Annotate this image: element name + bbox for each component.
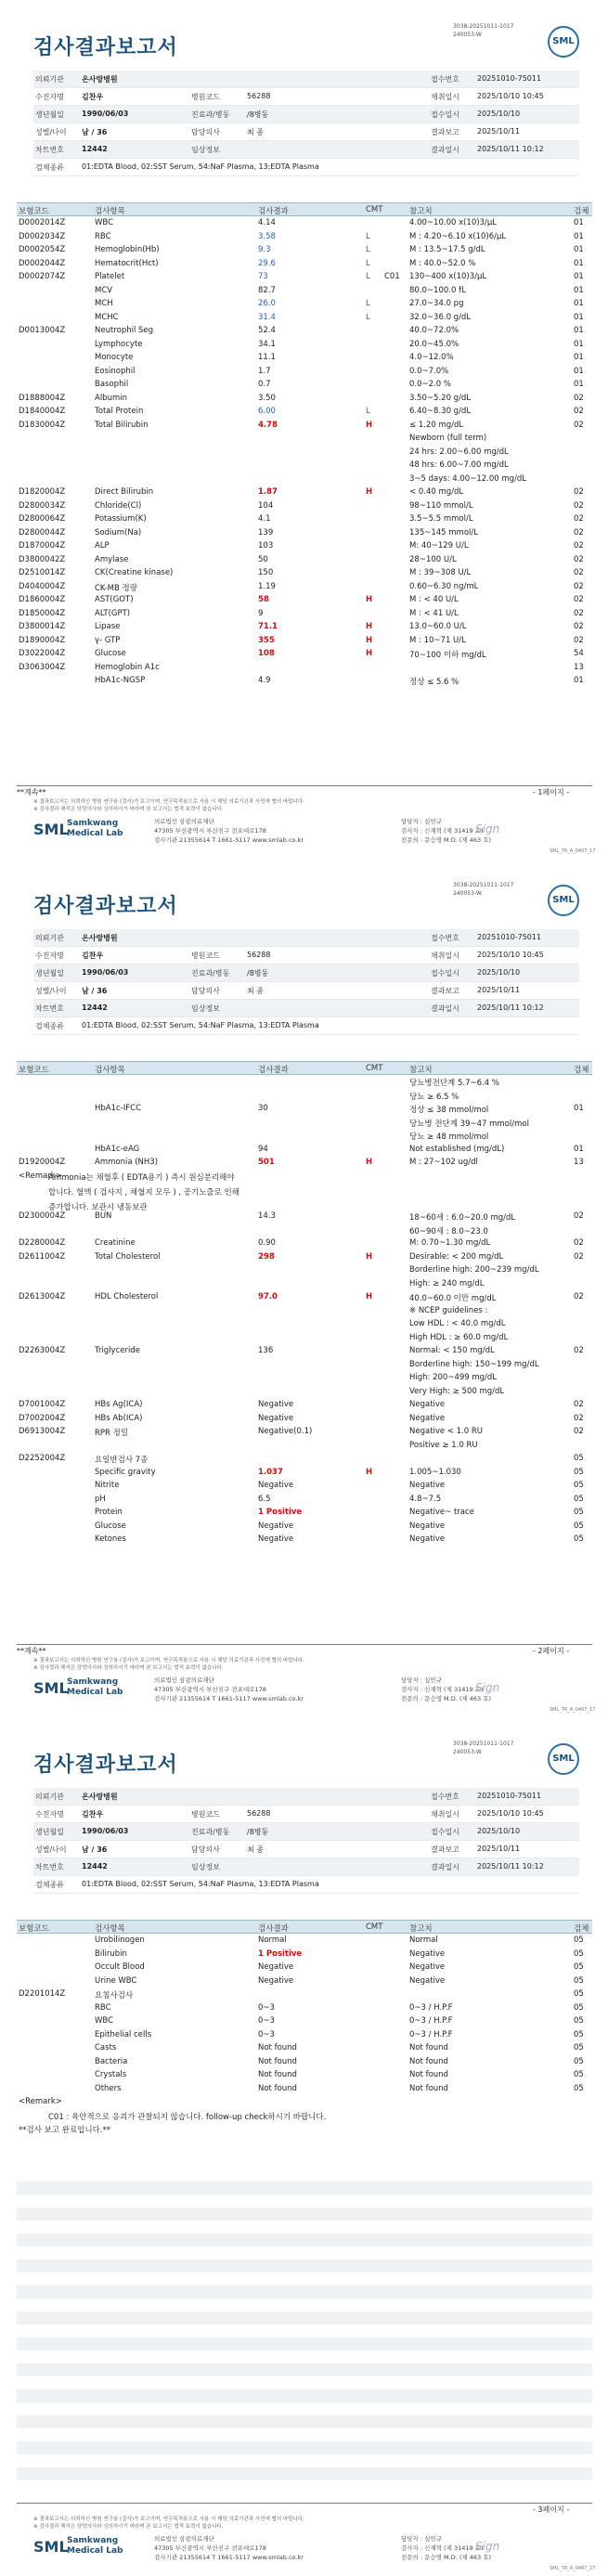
hospital-name: 온사랑병원: [82, 1793, 118, 1801]
table-row: D1820004Z Direct Bilirubin 1.87 H < 0.40 mg/dL 02: [19, 487, 584, 497]
result-value: 3.50: [258, 393, 276, 403]
table-header: 보험코드 검사항목 검사결과 CMT 참고치 검체: [17, 1061, 592, 1075]
result-value: 58: [258, 595, 269, 604]
result-value: 11.1: [258, 353, 276, 362]
result-value: 1.037: [258, 1467, 283, 1477]
table-row: D1850004Z ALT(GPT) 9 M : < 41 U/L 02: [19, 608, 584, 618]
table-row: 24 hrs: 2.00~6.00 mg/dL: [409, 447, 509, 457]
samkwang-logo: SML Samkwang Medical Lab: [33, 819, 123, 838]
table-row: D0002054Z Hemoglobin(Hb) 9.3 L M : 13.5~17.5 g/dL 01: [19, 245, 584, 254]
result-value: 108: [258, 649, 275, 658]
result-flag: H: [366, 1467, 373, 1477]
table-row: Basophil 0.7 0.0~2.0 % 01: [95, 380, 584, 389]
footer: SML Samkwang Medical Lab 의료법인 삼광의료재단 47305 부산광역시 부산진구 전포대로178 검사기관 21355614 T 1661-5117 www.smlab.co.kr 담당자 : 심민규 검사자 : 신재혁 (제 31419 호) 전문의 : 문승명 M.D. (제 463 호) Sign SML_TR_A_0407_17: [33, 2535, 596, 2571]
result-value: 104: [258, 500, 274, 511]
result-value: Negative: [258, 1521, 294, 1531]
table-row: D2252004Z 요일반검사 7종 05: [19, 1454, 584, 1465]
result-value: 94: [258, 1144, 268, 1154]
result-value: 4.78: [258, 420, 278, 430]
table-row: ※ NCEP guidelines :: [409, 1305, 488, 1315]
report-page-2: [0, 859, 608, 1717]
table-row: D2613004Z HDL Cholesterol 97.0 H 40.0~60.0 이만 mg/dL 02: [19, 1292, 584, 1303]
table-row: RBC 0~3 0~3 / H.P.F 05: [95, 2002, 584, 2013]
disclaimer: ※ 결과보고서는 의뢰하신 병원 연구용 (검사)가 보고이며, 연구목적용으로 사용 시 해당 의료기관과 사전에 협의 바랍니다. ※ 검사결과 해석은 담당의사와 상의하시기 바라며 본 보고서는 법적 효력이 없습니다.: [33, 1658, 304, 1671]
table-row: Borderline high: 200~239 mg/dL: [409, 1265, 539, 1275]
table-row: MCHC 31.4 L 32.0~36.0 g/dL 01: [95, 312, 584, 322]
table-row: Casts Not found Not found 05: [95, 2043, 584, 2052]
result-value: 0~3: [258, 2029, 275, 2039]
result-value: 29.6: [258, 258, 276, 268]
table-row: Glucose Negative Negative 05: [95, 1521, 584, 1531]
sml-logo: SML: [548, 26, 579, 58]
table-row: Borderline high: 150~199 mg/dL: [409, 1359, 539, 1369]
result-value: 52.4: [258, 326, 276, 335]
reference-code: 3038-20251011-1017 240053-W: [453, 882, 514, 897]
result-value: Not found: [258, 2070, 297, 2079]
remark-row: C01 : 육안적으로 응괴가 관찰되지 않습니다. follow-up check하시기 바랍니다.: [48, 2112, 327, 2122]
table-row: Eosinophil 1.7 0.0~7.0% 01: [95, 366, 584, 376]
result-flag: L: [366, 258, 370, 268]
result-value: Not found: [258, 2056, 297, 2066]
result-value: 9.3: [258, 245, 271, 254]
table-row: D1870004Z ALP 103 M: 40~129 U/L 02: [19, 541, 584, 550]
report-title: 검사결과보고서: [33, 895, 178, 918]
result-value: 30: [258, 1104, 268, 1113]
table-row: D1888004Z Albumin 3.50 3.50~5.20 g/dL 02: [19, 393, 584, 403]
table-row: 60~90세 : 8.0~23.0: [409, 1226, 488, 1236]
table-row: Lymphocyte 34.1 20.0~45.0% 01: [95, 339, 584, 349]
result-value: 1.7: [258, 366, 271, 376]
table-row: Bilirubin 1 Positive Negative 05: [95, 1948, 584, 1959]
result-value: Negative(0.1): [258, 1427, 313, 1436]
result-flag: H: [366, 1251, 373, 1262]
results-table: [17, 1061, 592, 1547]
table-row: Specific gravity 1.037 H 1.005~1.030 05: [95, 1467, 584, 1477]
table-row: D1840004Z Total Protein 6.00 L 6.40~8.30 g/dL 02: [19, 407, 584, 416]
result-value: 6.00: [258, 407, 276, 416]
result-value: Negative: [258, 1534, 294, 1544]
result-value: 0.90: [258, 1238, 276, 1248]
samkwang-logo: SML Samkwang Medical Lab: [33, 2536, 123, 2556]
page-number: - 3페이지 -: [533, 2505, 570, 2514]
remark-block: <Remark> Ammonia는 채혈후 ( EDTA용기 ) 즉시 원심분리해야 합니다. 혈액 ( 검사지 , 채혈지 모두 ) , 공기노출로 인해 증가합니다. 보관시 냉동보관: [19, 1171, 239, 1212]
report-title: 검사결과보고서: [33, 1754, 178, 1777]
table-row: D1920004Z Ammonia (NH3) 501 H M : 27~102 ug/dl 13: [19, 1158, 584, 1167]
table-row: D3800042Z Amylase 50 28~100 U/L 02: [19, 554, 584, 564]
table-row: Very High: ≥ 500 mg/dL: [409, 1386, 505, 1396]
results-table: [17, 1920, 592, 2136]
table-row: D6913004Z RPR 정밀 Negative(0.1) Negative < 1.0 RU 02: [19, 1427, 584, 1438]
reference-code: 3038-20251011-1017 240053-W: [453, 23, 514, 38]
result-value: 103: [258, 541, 274, 550]
result-value: 73: [258, 272, 268, 281]
signature: Sign: [475, 2540, 500, 2553]
specimen-types: 01:EDTA Blood, 02:SST Serum, 54:NaF Plasma, 13:EDTA Plasma: [82, 1021, 319, 1029]
result-flag: L: [366, 312, 370, 322]
continued-mark: **계속**: [17, 1647, 46, 1655]
result-flag: H: [366, 487, 373, 497]
table-row: D4040004Z CK-MB 정량 1.19 0.60~6.30 ng/mL 02: [19, 581, 584, 593]
result-value: 298: [258, 1251, 275, 1262]
footer: SML Samkwang Medical Lab 의료법인 삼광의료재단 47305 부산광역시 부산진구 전포대로178 검사기관 21355614 T 1661-5117 www.smlab.co.kr 담당자 : 심민규 검사자 : 신재혁 (제 31419 호) 전문의 : 문승명 M.D. (제 463 호) Sign SML_TR_A_0407_17: [33, 818, 596, 854]
result-flag: L: [366, 272, 370, 281]
table-row: High HDL : ≥ 60.0 mg/dL: [409, 1332, 509, 1342]
result-flag: H: [366, 1158, 373, 1167]
result-flag: L: [366, 231, 370, 241]
disclaimer: ※ 결과보고서는 의뢰하신 병원 연구용 (검사)가 보고이며, 연구목적용으로 사용 시 해당 의료기관과 사전에 협의 바랍니다. ※ 검사결과 해석은 담당의사와 상의하시기 바라며 본 보고서는 법적 효력이 없습니다.: [33, 799, 304, 812]
result-value: Not found: [258, 2083, 297, 2093]
result-value: 0~3: [258, 2002, 275, 2013]
sml-logo: SML: [548, 1743, 579, 1775]
table-row: D2510014Z CK(Creatine kinase) 150 M : 39~308 U/L 02: [19, 568, 584, 577]
table-row: 48 hrs: 6.00~7.00 mg/dL: [409, 460, 509, 470]
table-row: D2300004Z BUN 14.3 18~60세 : 6.0~20.0 mg/dL 02: [19, 1211, 584, 1223]
table-row: D2611004Z Total Cholesterol 298 H Desirable: < 200 mg/dL 02: [19, 1251, 584, 1262]
result-value: 1 Positive: [258, 1508, 303, 1517]
registration-number: 20251010-75011: [477, 74, 542, 83]
result-value: 14.3: [258, 1211, 276, 1221]
table-row: D3800014Z Lipase 71.1 H 13.0~60.0 U/L 02: [19, 622, 584, 631]
patient-info: 의뢰기관 온사랑병원 접수번호 20251010-75011 수진자명 김찬우 병원코드 56288 채취일시 2025/10/10 10:45 생년월일 1990/06/03 진료과/병동 /8병동 접수일시 2025/10/10 성별/나이 남 / 36 담당의사 최 종 결과보고 2025/10/11 차트번호 12442 임상정보 결과일시 2025/10/11 10:12 검체종류 01:EDTA Blood, 02:SST Serum, 54:NaF Plasma, 13:EDTA Plasma: [33, 71, 579, 176]
result-flag: L: [366, 299, 370, 308]
table-row: 3~5 days: 4.00~12.00 mg/dL: [409, 473, 527, 484]
table-row: D3063004Z Hemoglobin A1c 13: [19, 662, 584, 672]
table-row: MCV 82.7 80.0~100.0 fL 01: [95, 285, 584, 295]
result-value: 82.7: [258, 285, 276, 295]
results-table: [17, 202, 592, 688]
hospital-name: 온사랑병원: [82, 75, 118, 84]
footer: SML Samkwang Medical Lab 의료법인 삼광의료재단 47305 부산광역시 부산진구 전포대로178 검사기관 21355614 T 1661-5117 www.smlab.co.kr 담당자 : 심민규 검사자 : 신재혁 (제 31419 호) 전문의 : 문승명 M.D. (제 463 호) Sign SML_TR_A_0407_17: [33, 1676, 596, 1713]
result-value: 355: [258, 635, 275, 645]
result-value: 34.1: [258, 339, 276, 349]
table-row: D1890004Z γ- GTP 355 H M : 10~71 U/L 02: [19, 635, 584, 645]
patient-name: 김찬우: [82, 951, 104, 960]
result-value: Normal: [258, 1935, 287, 1945]
result-value: 97.0: [258, 1292, 278, 1301]
table-row: HbA1c-IFCC 30 정상 ≤ 38 mmol/mol 01: [95, 1104, 584, 1115]
report-complete: **검사 보고 완료입니다.**: [19, 2126, 111, 2135]
table-row: Crystals Not found Not found 05: [95, 2070, 584, 2079]
hospital-name: 온사랑병원: [82, 934, 118, 942]
specimen-types: 01:EDTA Blood, 02:SST Serum, 54:NaF Plasma, 13:EDTA Plasma: [82, 162, 319, 171]
result-value: 139: [258, 527, 274, 537]
table-row: Urine WBC Negative Negative 05: [95, 1975, 584, 1986]
result-value: 1.19: [258, 581, 276, 591]
table-header: 보험코드 검사항목 검사결과 CMT 참고치 검체: [17, 202, 592, 216]
table-row: WBC 0~3 0~3 / H.P.F 05: [95, 2016, 584, 2026]
table-row: 당뇨병 전단계 39~47 mmol/mol: [409, 1119, 529, 1129]
table-row: 당뇨 ≥ 48 mmol/mol: [409, 1133, 489, 1142]
table-row: Protein 1 Positive Negative~ trace 05: [95, 1508, 584, 1517]
result-value: 26.0: [258, 299, 276, 308]
signature: Sign: [475, 1681, 500, 1694]
continued-mark: **계속**: [17, 788, 46, 796]
result-flag: H: [366, 595, 373, 604]
result-value: 4.14: [258, 218, 276, 227]
table-row: D2201014Z 요침사검사 05: [19, 1989, 584, 2000]
report-title: 검사결과보고서: [33, 36, 178, 59]
result-value: 4.1: [258, 514, 271, 524]
table-row: D0002044Z Hematocrit(Hct) 29.6 L M : 40.0~52.0 % 01: [19, 258, 584, 268]
result-value: 4.9: [258, 676, 271, 685]
result-value: Negative: [258, 1975, 294, 1986]
table-row: Low HDL : < 40.0 mg/dL: [409, 1319, 506, 1328]
result-flag: H: [366, 649, 373, 658]
table-row: D3022004Z Glucose 108 H 70~100 이하 mg/dL 54: [19, 649, 584, 660]
registration-number: 20251010-75011: [477, 933, 542, 941]
report-page-3: [0, 1717, 608, 2576]
table-row: MCH 26.0 L 27.0~34.0 pg 01: [95, 299, 584, 308]
table-row: D2280004Z Creatinine 0.90 M: 0.70~1.30 mg/dL 02: [19, 1238, 584, 1248]
table-row: Occult Blood Negative Negative 05: [95, 1962, 584, 1972]
result-value: Negative: [258, 1400, 294, 1409]
table-row: D2800064Z Potassium(K) 4.1 3.5~5.5 mmol/L 02: [19, 514, 584, 524]
table-row: D0002014Z WBC 4.14 4.00~10.00 x(10)3/μL 01: [19, 218, 584, 227]
page-number: - 2페이지 -: [533, 1647, 570, 1655]
result-value: 136: [258, 1346, 274, 1355]
result-value: 1.87: [258, 487, 278, 497]
patient-info: 의뢰기관 온사랑병원 접수번호 20251010-75011 수진자명 김찬우 병원코드 56288 채취일시 2025/10/10 10:45 생년월일 1990/06/03 진료과/병동 /8병동 접수일시 2025/10/10 성별/나이 남 / 36 담당의사 최 종 결과보고 2025/10/11 차트번호 12442 임상정보 결과일시 2025/10/11 10:12 검체종류 01:EDTA Blood, 02:SST Serum, 54:NaF Plasma, 13:EDTA Plasma: [33, 1788, 579, 1894]
table-row: D1860004Z AST(GOT) 58 H M : < 40 U/L 02: [19, 595, 584, 604]
table-row: D0002034Z RBC 3.58 L M : 4.20~6.10 x(10)6/μL 01: [19, 231, 584, 241]
table-row: HbA1c-NGSP 4.9 정상 ≤ 5.6 % 01: [95, 676, 584, 687]
table-row: 당뇨병전단계 5.7~6.4 %: [409, 1079, 499, 1088]
remark-label-row: <Remark>: [19, 2097, 62, 2106]
result-value: 0~3: [258, 2016, 275, 2026]
result-value: 150: [258, 568, 274, 577]
result-value: Negative: [258, 1962, 294, 1972]
result-value: 6.5: [258, 1494, 271, 1504]
result-value: 1 Positive: [258, 1948, 303, 1959]
result-flag: L: [366, 407, 370, 416]
samkwang-logo: SML Samkwang Medical Lab: [33, 1677, 123, 1697]
result-value: Negative: [258, 1481, 294, 1490]
result-value: 31.4: [258, 312, 276, 322]
table-row: D7001004Z HBs Ag(ICA) Negative Negative 02: [19, 1400, 584, 1409]
table-row: D0002074Z Platelet 73 L C01 130~400 x(10)3/μL 01: [19, 272, 584, 281]
result-value: 0.7: [258, 380, 271, 389]
result-value: 50: [258, 554, 268, 564]
specimen-types: 01:EDTA Blood, 02:SST Serum, 54:NaF Plasma, 13:EDTA Plasma: [82, 1880, 319, 1888]
page-number: - 1페이지 -: [533, 788, 570, 796]
table-row: HbA1c-eAG 94 Not established (mg/dL) 01: [95, 1144, 584, 1154]
result-flag: H: [366, 622, 373, 631]
sml-logo: SML: [548, 885, 579, 916]
table-row: D0013004Z Neutrophil Seg 52.4 40.0~72.0% 01: [19, 326, 584, 335]
result-flag: H: [366, 420, 373, 430]
table-row: D2263004Z Triglyceride 136 Normal: < 150 mg/dL 02: [19, 1346, 584, 1355]
table-row: pH 6.5 4.8~7.5 05: [95, 1494, 584, 1504]
result-value: 71.1: [258, 622, 278, 631]
reference-code: 3038-20251011-1017 240053-W: [453, 1741, 514, 1755]
patient-name: 김찬우: [82, 1810, 104, 1819]
report-page-1: [0, 0, 608, 859]
table-row: High: ≥ 240 mg/dL: [409, 1278, 485, 1288]
table-row: Nitrite Negative Negative 05: [95, 1481, 584, 1490]
table-row: High: 200~499 mg/dL: [409, 1373, 498, 1382]
table-row: D2800034Z Chloride(Cl) 104 98~110 mmol/L 02: [19, 500, 584, 511]
signature: Sign: [475, 822, 500, 835]
table-row: D1830004Z Total Bilirubin 4.78 H ≤ 1.20 mg/dL 02: [19, 420, 584, 430]
result-value: 501: [258, 1158, 275, 1167]
result-value: 3.58: [258, 231, 276, 241]
table-row: 당뇨 ≥ 6.5 %: [409, 1092, 459, 1102]
result-value: 9: [258, 608, 264, 618]
result-value: Not found: [258, 2043, 297, 2052]
table-row: Ketones Negative Negative 05: [95, 1534, 584, 1544]
table-row: Urobilinogen Normal Normal 05: [95, 1935, 584, 1945]
result-flag: H: [366, 1292, 373, 1301]
table-row: Bacteria Not found Not found 05: [95, 2056, 584, 2066]
result-value: Negative: [258, 1413, 294, 1423]
table-row: Positive ≥ 1.0 RU: [409, 1440, 478, 1450]
table-row: D2800044Z Sodium(Na) 139 135~145 mmol/L 02: [19, 527, 584, 537]
table-header: 보험코드 검사항목 검사결과 CMT 참고치 검체: [17, 1920, 592, 1934]
result-flag: L: [366, 245, 370, 254]
table-row: Epithelial cells 0~3 0~3 / H.P.F 05: [95, 2029, 584, 2039]
patient-info: 의뢰기관 온사랑병원 접수번호 20251010-75011 수진자명 김찬우 병원코드 56288 채취일시 2025/10/10 10:45 생년월일 1990/06/03 진료과/병동 /8병동 접수일시 2025/10/10 성별/나이 남 / 36 담당의사 최 종 결과보고 2025/10/11 차트번호 12442 임상정보 결과일시 2025/10/11 10:12 검체종류 01:EDTA Blood, 02:SST Serum, 54:NaF Plasma, 13:EDTA Plasma: [33, 929, 579, 1035]
result-flag: H: [366, 635, 373, 645]
registration-number: 20251010-75011: [477, 1792, 542, 1800]
table-row: Newborn (full term): [409, 434, 487, 443]
disclaimer: ※ 결과보고서는 의뢰하신 병원 연구용 (검사)가 보고이며, 연구목적용으로 사용 시 해당 의료기관과 사전에 협의 바랍니다. ※ 검사결과 해석은 담당의사와 상의하시기 바라며 본 보고서는 법적 효력이 없습니다.: [33, 2517, 304, 2530]
table-row: Others Not found Not found 05: [95, 2083, 584, 2093]
table-row: D7002004Z HBs Ab(ICA) Negative Negative 02: [19, 1413, 584, 1423]
patient-name: 김찬우: [82, 93, 104, 101]
table-row: Monocyte 11.1 4.0~12.0% 01: [95, 353, 584, 362]
